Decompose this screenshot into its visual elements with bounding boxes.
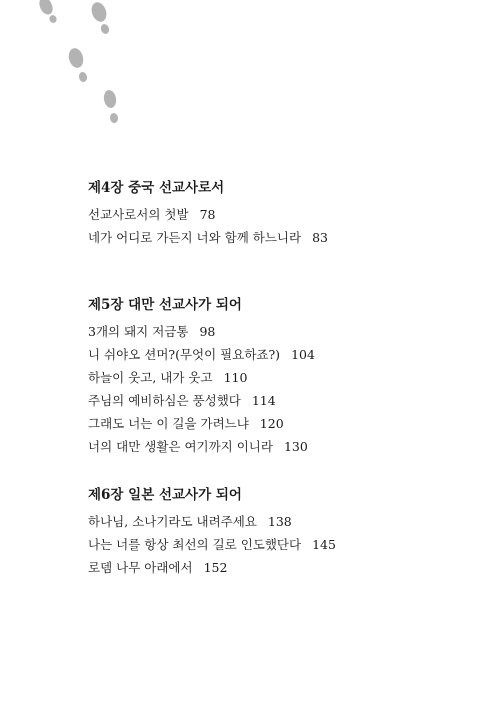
- entry-page: 138: [267, 514, 292, 529]
- chapter-title: 제5장 대만 선교사가 되어: [88, 297, 242, 313]
- entry-title: 니 쉬야오 션머?(무엇이 필요하죠?): [88, 347, 281, 362]
- footprint-4: [103, 89, 119, 124]
- entry-title: 나는 너를 항상 최선의 길로 인도했단다: [88, 537, 302, 552]
- chapter-title: 제6장 일본 선교사가 되어: [88, 487, 242, 503]
- entry-title: 로뎀 나무 아래에서: [88, 560, 193, 575]
- entry-title: 그래도 너는 이 길을 가려느냐: [88, 416, 249, 431]
- entry-page: 120: [259, 416, 284, 431]
- toc-entry: [88, 369, 247, 387]
- toc-entry: [88, 229, 328, 247]
- entry-page: 78: [199, 207, 216, 222]
- toc-entry: [88, 206, 215, 224]
- toc-entry: [88, 323, 215, 341]
- toc-entry: [88, 536, 336, 554]
- entry-page: 130: [283, 439, 308, 454]
- entry-title: 네가 어디로 가든지 너와 함께 하느니라: [88, 230, 302, 245]
- toc-entry: [88, 513, 292, 531]
- entry-page: 104: [291, 347, 315, 362]
- entry-title: 3개의 돼지 저금통: [88, 324, 189, 339]
- footprint-2: [89, 0, 110, 35]
- entry-page: 152: [203, 560, 228, 575]
- entry-title: 주님의 예비하심은 풍성했다: [88, 393, 241, 408]
- entry-page: 98: [199, 324, 216, 339]
- footprint-3: [67, 47, 89, 83]
- footprints-icon: [0, 0, 140, 140]
- entry-title: 하나님, 소나기라도 내려주세요: [88, 514, 257, 529]
- entry-title: 너의 대만 생활은 여기까지 이니라: [88, 439, 273, 454]
- toc-entry: [88, 346, 315, 364]
- toc-entry: [88, 559, 227, 577]
- entry-page: 114: [251, 393, 276, 408]
- entry-page: 110: [223, 370, 248, 385]
- entry-title: 하늘이 웃고, 내가 웃고: [88, 370, 213, 385]
- entry-page: 83: [312, 230, 328, 245]
- entry-title: 선교사로서의 첫발: [88, 207, 189, 222]
- footprint-1: [37, 0, 58, 24]
- toc-entry: [88, 392, 276, 410]
- toc-entry: [88, 438, 308, 456]
- toc-entry: [88, 415, 284, 433]
- entry-page: 145: [312, 537, 336, 552]
- chapter-title: 제4장 중국 선교사로서: [88, 180, 225, 196]
